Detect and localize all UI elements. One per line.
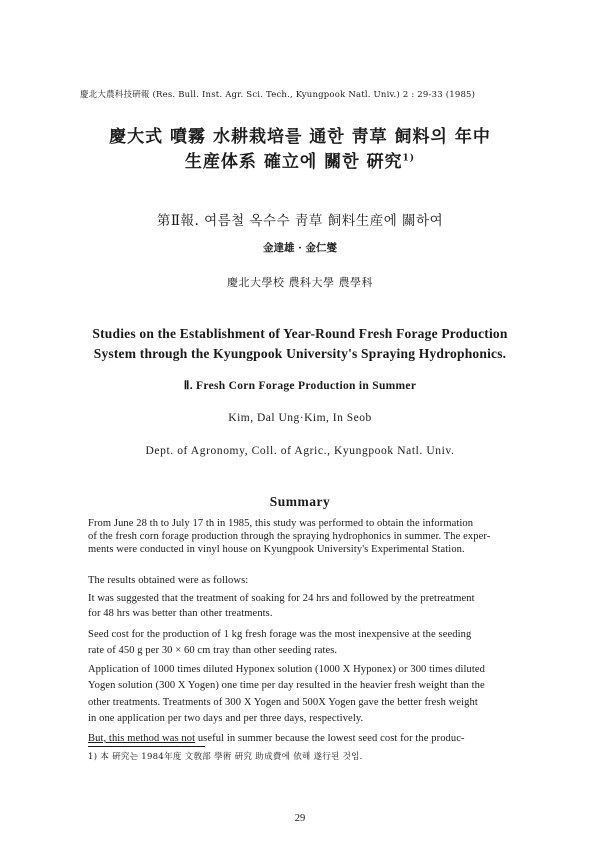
footnote: 1) 本 硏究는 1984年度 文敎部 學術 硏究 助成費에 依해 遂行된 것임.	[88, 752, 363, 762]
english-subtitle: Ⅱ. Fresh Corn Forage Production in Summer	[183, 380, 417, 392]
summary-paragraph-3	[88, 592, 506, 622]
summary-line: It was suggested that the treatment of soaking for 24 hrs and followed by the pretreatment	[88, 593, 475, 604]
underlined-phrase: But, this method was not	[88, 733, 196, 744]
korean-institution: 慶北大學校 農科大學 農學科	[227, 276, 373, 289]
summary-line: of the fresh corn forage production through the spraying hydrophonics in summer. The exper-	[88, 531, 491, 542]
summary-line-rest: useful in summer because the lowest seed cost for the produc-	[195, 733, 465, 744]
journal-header: 慶北大農科技硏報 (Res. Bull. Inst. Agr. Sci. Tech., Kyungpook Natl. Univ.) 2 : 29-33 (1985)	[80, 90, 476, 100]
summary-line: in one application per two days and per three days, respectively.	[88, 713, 364, 724]
summary-line	[88, 732, 506, 745]
english-title-line-1: Studies on the Establishment of Year-Round Fresh Forage Production	[92, 326, 508, 341]
summary-paragraph-4	[88, 627, 506, 659]
summary-paragraph-2	[88, 574, 506, 587]
korean-subtitle: 第Ⅱ報. 여름철 옥수수 靑草 飼料生産에 關하여	[156, 213, 444, 229]
summary-paragraph-1	[88, 517, 506, 556]
summary-line: From June 28 th to July 17 th in 1985, this study was performed to obtain the information	[88, 518, 474, 529]
korean-title-line-2-text: 生産体系 確立에 關한 硏究	[184, 152, 403, 172]
summary-line: other treatments. Treatments of 300 X Yogen and 500X Yogen gave the better fresh weight	[88, 697, 478, 708]
summary-line: Seed cost for the production of 1 kg fresh forage was the most inexpensive at the seeding	[88, 629, 472, 640]
korean-authors: 金達雄 · 金仁燮	[263, 242, 337, 254]
summary-line: for 48 hrs was better than other treatments.	[88, 608, 273, 619]
footnote-rule	[88, 746, 205, 747]
summary-line: ments were conducted in vinyl house on Kyungpook University's Experimental Station.	[88, 544, 465, 555]
summary-line: rate of 450 g per 30 × 60 cm tray than other seeding rates.	[88, 645, 338, 656]
korean-title-line-2	[0, 147, 600, 172]
english-department: Dept. of Agronomy, Coll. of Agric., Kyungpook Natl. Univ.	[145, 445, 455, 457]
summary-line: Yogen solution (300 X Yogen) one time per day resulted in the heavier fresh weight than the	[88, 680, 485, 691]
summary-line: Application of 1000 times diluted Hyponex solution (1000 X Hyponex) or 300 times diluted	[88, 664, 485, 675]
summary-paragraph-5	[88, 662, 506, 727]
title-footnote-marker: 1)	[402, 153, 416, 164]
korean-title-line-1: 慶大式 噴霧 水耕栽培를 通한 靑草 飼料의 年中	[109, 127, 491, 147]
page-number: 29	[294, 813, 306, 824]
english-authors: Kim, Dal Ung·Kim, In Seob	[228, 412, 372, 424]
english-title-line-2: System through the Kyungpook University's Spraying Hydrophonics.	[93, 346, 507, 361]
summary-paragraph-6	[88, 732, 506, 745]
summary-heading: Summary	[269, 494, 331, 509]
summary-line: The results obtained were as follows:	[88, 575, 249, 586]
